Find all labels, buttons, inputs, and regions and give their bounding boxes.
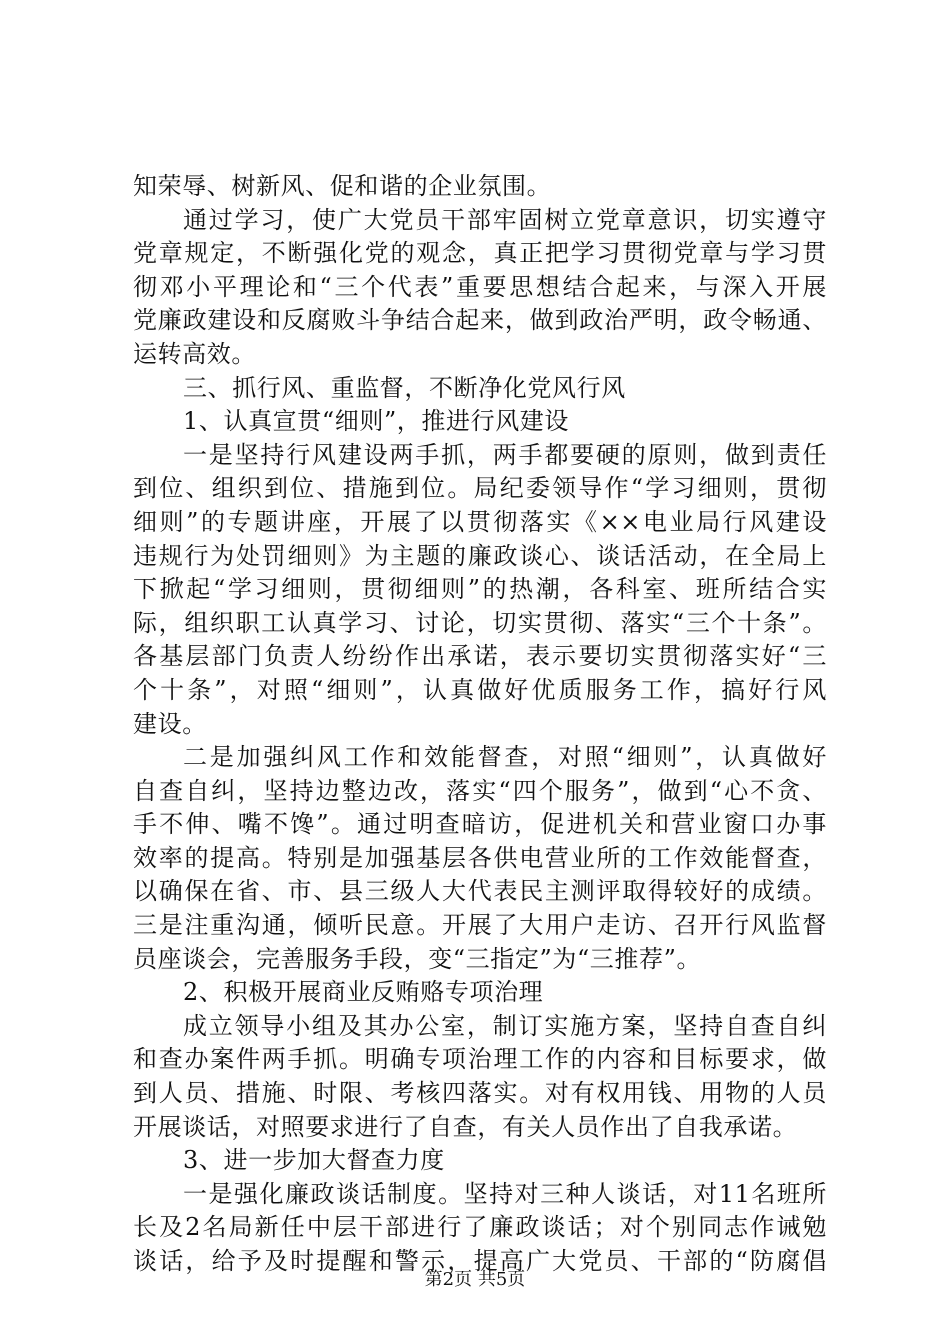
text-line: 谈话，给予及时提醒和警示，提高广大党员、干部的“防腐倡 (133, 1247, 827, 1275)
section-heading: 三、抓行风、重监督，不断净化党风行风 (183, 373, 626, 402)
paragraph-start-line: 一是坚持行风建设两手抓，两手都要硬的原则，做到责任 (183, 440, 827, 469)
text-line: 党章规定，不断强化党的观念，真正把学习贯彻党章与学习贯 (133, 239, 827, 268)
text-line: 运转高效。 (133, 339, 256, 368)
paragraph-start-line: 一是强化廉政谈话制度。坚持对三种人谈话，对11名班所 (183, 1179, 827, 1208)
subsection-heading: 2、积极开展商业反贿赂专项治理 (183, 978, 544, 1007)
text-line: 违规行为处罚细则》为主题的廉政谈心、谈话活动，在全局上 (133, 541, 827, 570)
text-line: 个十条”，对照“细则”，认真做好优质服务工作，搞好行风 (133, 675, 827, 704)
text-line: 各基层部门负责人纷纷作出承诺，表示要切实贯彻落实好“三 (133, 642, 827, 671)
text-line: 员座谈会，完善服务手段，变“三指定”为“三推荐”。 (133, 944, 702, 973)
text-line: 下掀起“学习细则，贯彻细则”的热潮，各科室、班所结合实 (133, 575, 827, 604)
subsection-heading: 3、进一步加大督查力度 (183, 1146, 445, 1175)
text-line: 长及2名局新任中层干部进行了廉政谈话；对个别同志作诫勉 (133, 1213, 827, 1242)
paragraph-start-line: 通过学习，使广大党员干部牢固树立党章意识，切实遵守 (183, 205, 827, 234)
paragraph-start-line: 二是加强纠风工作和效能督查，对照“细则”，认真做好 (183, 743, 827, 772)
text-line: 细则”的专题讲座，开展了以贯彻落实《××电业局行风建设 (133, 507, 827, 536)
text-line: 际，组织职工认真学习、讨论，切实贯彻、落实“三个十条”。 (133, 608, 827, 637)
text-line: 建设。 (133, 709, 207, 738)
text-line: 效率的提高。特别是加强基层各供电营业所的工作效能督查， (133, 843, 827, 872)
text-line: 三是注重沟通，倾听民意。开展了大用户走访、召开行风监督 (133, 911, 827, 940)
paragraph-start-line: 成立领导小组及其办公室，制订实施方案，坚持自查自纠 (183, 1011, 827, 1040)
text-line: 和查办案件两手抓。明确专项治理工作的内容和目标要求，做 (133, 1045, 827, 1074)
text-line: 以确保在省、市、县三级人大代表民主测评取得较好的成绩。 (133, 877, 827, 906)
subsection-heading: 1、认真宣贯“细则”，推进行风建设 (183, 407, 570, 436)
text-line: 彻邓小平理论和“三个代表”重要思想结合起来，与深入开展 (133, 272, 827, 301)
text-line: 到位、组织到位、措施到位。局纪委领导作“学习细则，贯彻 (133, 474, 827, 503)
document-body (133, 170, 827, 1279)
text-line: 手不伸、嘴不馋”。通过明查暗访，促进机关和营业窗口办事 (133, 810, 827, 839)
text-line: 知荣辱、树新风、促和谐的企业氛围。 (133, 172, 552, 200)
text-line: 自查自纠，坚持边整边改，落实“四个服务”，做到“心不贪、 (133, 776, 827, 805)
text-line: 开展谈话，对照要求进行了自查，有关人员作出了自我承诺。 (133, 1112, 798, 1141)
text-line: 党廉政建设和反腐败斗争结合起来，做到政治严明，政令畅通、 (133, 306, 827, 335)
text-line: 到人员、措施、时限、考核四落实。对有权用钱、用物的人员 (133, 1079, 827, 1108)
page-number-footer: 第2页 共5页 (424, 1269, 526, 1290)
